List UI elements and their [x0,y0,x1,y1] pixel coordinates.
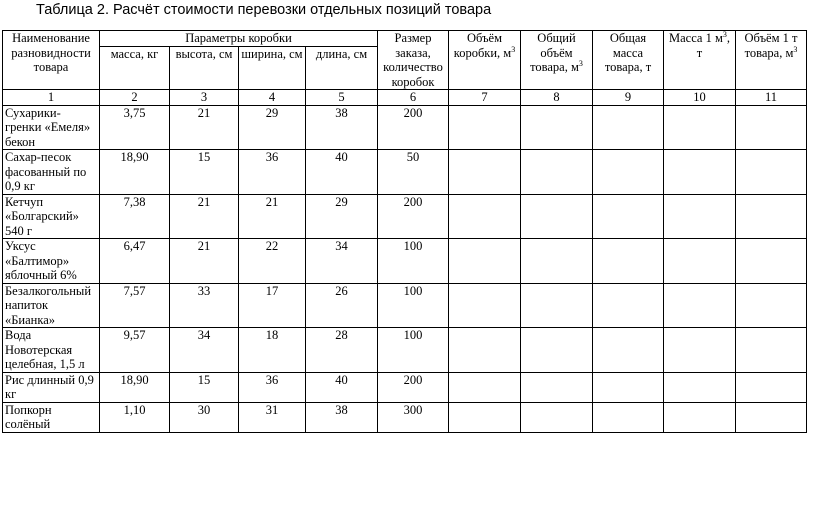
column-number: 7 [449,90,521,106]
mass-cell: 9,57 [100,328,170,373]
height-cell: 33 [170,283,239,328]
header-width-cm: ширина, см [239,46,306,89]
total-volume-cell [521,372,593,402]
box-volume-cell [449,328,521,373]
total-mass-cell [593,105,664,150]
height-cell: 30 [170,402,239,432]
total-mass-cell [593,150,664,195]
header-total-mass: Общая масса товара, т [593,31,664,90]
column-number: 2 [100,90,170,106]
box-volume-cell [449,194,521,239]
table-row [3,402,807,432]
width-cell: 21 [239,194,306,239]
total-volume-cell [521,402,593,432]
mass-per-m3-cell [664,105,736,150]
volume-per-t-cell [736,105,807,150]
order-size-cell: 300 [378,402,449,432]
volume-per-t-cell [736,328,807,373]
total-mass-cell [593,328,664,373]
height-cell: 15 [170,372,239,402]
box-volume-cell [449,402,521,432]
product-name-cell: Уксус «Балтимор» яблочный 6% [3,239,100,284]
header-box-volume [449,31,521,90]
order-size-cell: 200 [378,194,449,239]
superscript-3: 3 [578,58,583,68]
mass-per-m3-cell [664,402,736,432]
height-cell: 21 [170,239,239,284]
volume-per-t-cell [736,372,807,402]
header-mass-per-m3-tail: , т [696,31,730,60]
column-number: 9 [593,90,664,106]
column-number: 8 [521,90,593,106]
height-cell: 21 [170,194,239,239]
total-volume-cell [521,105,593,150]
table-row [3,150,807,195]
width-cell: 17 [239,283,306,328]
length-cell: 26 [306,283,378,328]
length-cell: 38 [306,105,378,150]
volume-per-t-cell [736,283,807,328]
mass-cell: 7,38 [100,194,170,239]
product-name-cell: Безалкогольный напиток «Бианка» [3,283,100,328]
width-cell: 36 [239,150,306,195]
order-size-cell: 200 [378,105,449,150]
height-cell: 21 [170,105,239,150]
order-size-cell: 100 [378,328,449,373]
box-volume-cell [449,150,521,195]
mass-cell: 7,57 [100,283,170,328]
volume-per-t-cell [736,402,807,432]
header-total-volume [521,31,593,90]
table-caption: Таблица 2. Расчёт стоимости перевозки отдельных позиций товара [36,2,492,18]
mass-cell: 1,10 [100,402,170,432]
total-mass-cell [593,194,664,239]
mass-cell: 6,47 [100,239,170,284]
header-total-volume-text: Общий объём товара, м [530,31,579,74]
product-name-cell: Рис длинный 0,9 кг [3,372,100,402]
column-number: 4 [239,90,306,106]
header-volume-per-t-text: Объём 1 т товара, м [744,31,798,60]
order-size-cell: 100 [378,283,449,328]
order-size-cell: 200 [378,372,449,402]
mass-cell: 18,90 [100,372,170,402]
header-mass-per-m3-text: Масса 1 м [669,31,723,45]
product-name-cell: Кетчуп «Болгарский» 540 г [3,194,100,239]
mass-per-m3-cell [664,372,736,402]
total-volume-cell [521,283,593,328]
header-box-volume-text: Объём коробки, м [453,31,512,60]
mass-per-m3-cell [664,194,736,239]
column-number: 5 [306,90,378,106]
table-row [3,105,807,150]
header-mass-per-m3 [664,31,736,90]
length-cell: 40 [306,372,378,402]
header-order-size: Размер заказа, количество коробок [378,31,449,90]
box-volume-cell [449,105,521,150]
mass-per-m3-cell [664,150,736,195]
volume-per-t-cell [736,239,807,284]
superscript-3: 3 [511,44,516,54]
length-cell: 28 [306,328,378,373]
header-volume-per-t [736,31,807,90]
total-mass-cell [593,283,664,328]
order-size-cell: 100 [378,239,449,284]
mass-cell: 18,90 [100,150,170,195]
column-number: 3 [170,90,239,106]
width-cell: 36 [239,372,306,402]
mass-per-m3-cell [664,328,736,373]
column-number: 11 [736,90,807,106]
total-mass-cell [593,402,664,432]
total-mass-cell [593,239,664,284]
table-row [3,328,807,373]
length-cell: 34 [306,239,378,284]
superscript-3: 3 [793,44,798,54]
header-length-cm: длина, см [306,46,378,89]
header-mass-kg: масса, кг [100,46,170,89]
total-volume-cell [521,194,593,239]
box-volume-cell [449,283,521,328]
column-number: 6 [378,90,449,106]
box-volume-cell [449,372,521,402]
volume-per-t-cell [736,150,807,195]
product-name-cell: Вода Новотерская целебная, 1,5 л [3,328,100,373]
length-cell: 40 [306,150,378,195]
superscript-3: 3 [722,29,727,39]
table-body [3,90,807,433]
header-name: Наименование разновидности товара [3,31,100,90]
length-cell: 29 [306,194,378,239]
shipping-cost-table [2,30,807,433]
total-volume-cell [521,150,593,195]
width-cell: 31 [239,402,306,432]
width-cell: 29 [239,105,306,150]
mass-per-m3-cell [664,239,736,284]
height-cell: 34 [170,328,239,373]
column-number-row [3,90,807,106]
total-volume-cell [521,239,593,284]
table-row [3,372,807,402]
width-cell: 18 [239,328,306,373]
total-mass-cell [593,372,664,402]
product-name-cell: Сахар-песок фасованный по 0,9 кг [3,150,100,195]
column-number: 1 [3,90,100,106]
table-row [3,239,807,284]
length-cell: 38 [306,402,378,432]
header-box-params: Параметры коробки [100,31,378,47]
mass-per-m3-cell [664,283,736,328]
table-row [3,194,807,239]
mass-cell: 3,75 [100,105,170,150]
total-volume-cell [521,328,593,373]
product-name-cell: Попкорн солёный [3,402,100,432]
order-size-cell: 50 [378,150,449,195]
volume-per-t-cell [736,194,807,239]
width-cell: 22 [239,239,306,284]
box-volume-cell [449,239,521,284]
product-name-cell: Сухарики-гренки «Емеля» бекон [3,105,100,150]
column-number: 10 [664,90,736,106]
table-row [3,283,807,328]
height-cell: 15 [170,150,239,195]
header-height-cm: высота, см [170,46,239,89]
